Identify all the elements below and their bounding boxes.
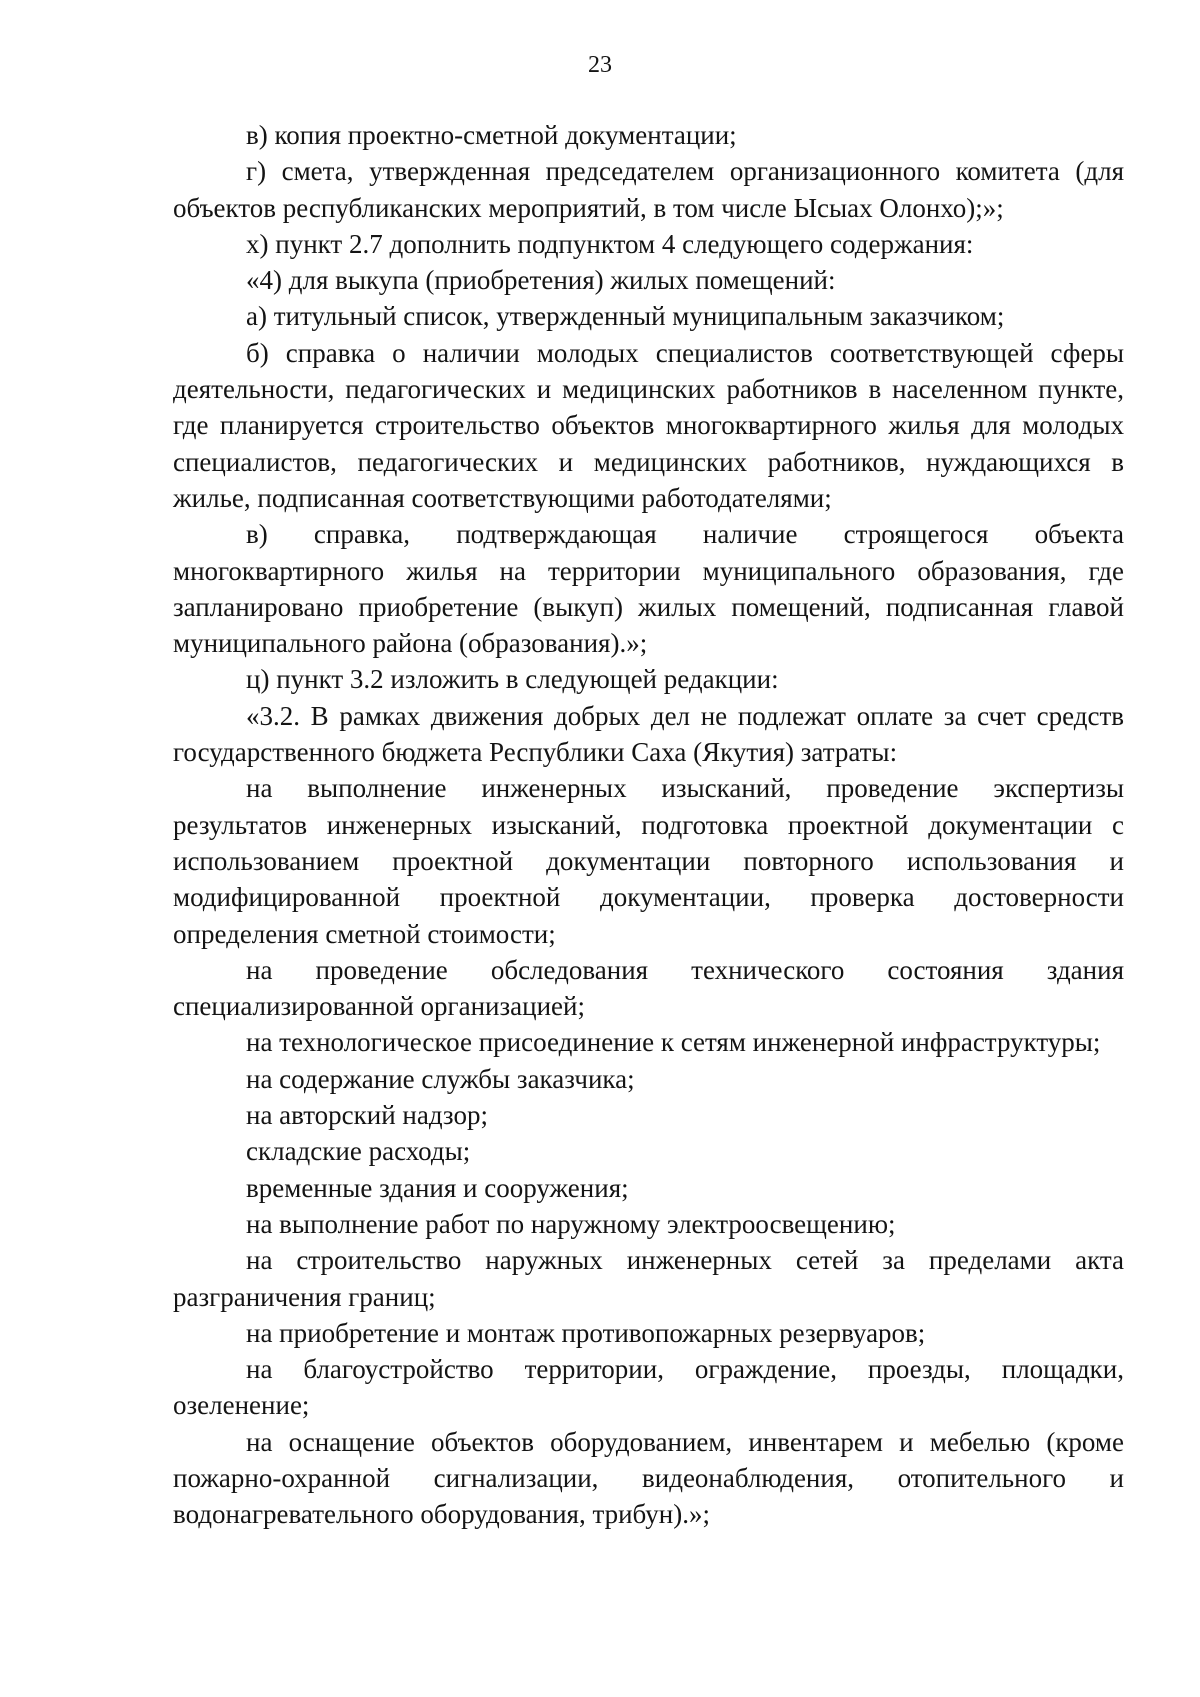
list-item-external-networks: на строительство наружных инженерных сетей за пределами акта разграничения границ; xyxy=(173,1245,1124,1312)
paragraph-3-2-intro: «3.2. В рамках движения добрых дел не подлежат оплате за счет средств государственного бюджета Республики Саха (Якутия) затраты: xyxy=(173,700,1124,768)
page-number: 23 xyxy=(588,52,612,78)
list-item-warehouse-costs: складские расходы; xyxy=(246,1136,471,1167)
paragraph-v-construction-certificate: в) справка, подтверждающая наличие строящегося объекта многоквартирного жилья на территории муниципального образования, где запланировано приобретение (выкуп) жилых помещений, подписанная главой муниципального района (образования).»; xyxy=(173,519,1124,659)
list-item-temporary-buildings: временные здания и сооружения; xyxy=(246,1172,629,1203)
paragraph-ts-clause-3-2: ц) пункт 3.2 изложить в следующей редакции: xyxy=(246,664,779,695)
paragraph-g-estimate: г) смета, утвержденная председателем организационного комитета (для объектов республиканских мероприятий, в том числе Ысыах Олонхо);»; xyxy=(173,156,1124,223)
list-item-landscaping: на благоустройство территории, ограждение, проезды, площадки, озеленение; xyxy=(173,1354,1124,1421)
list-item-technical-inspection: на проведение обследования технического состояния здания специализированной организацией; xyxy=(173,954,1124,1022)
list-item-equipment-furniture: на оснащение объектов оборудованием, инвентарем и мебелью (кроме пожарно-охранной сигнализации, видеонаблюдения, отопительного и водонагревательного оборудования, трибун).»; xyxy=(173,1426,1124,1530)
list-item-fire-reservoirs: на приобретение и монтаж противопожарных резервуаров; xyxy=(246,1317,926,1348)
paragraph-v-project-estimate-copy: в) копия проектно-сметной документации; xyxy=(246,120,737,150)
document-body xyxy=(173,117,1124,1533)
paragraph-kh-clause-2-7: х) пункт 2.7 дополнить подпунктом 4 следующего содержания: xyxy=(246,228,974,259)
list-item-author-supervision: на авторский надзор; xyxy=(246,1100,488,1131)
paragraph-b-specialists-certificate: б) справка о наличии молодых специалистов соответствующей сферы деятельности, педагогических и медицинских работников в населенном пункте, где планируется строительство объектов многоквартирного жилья для молодых специалистов, педагогических и медицинских работников, нуждающихся в жилье, подписанная соответствующими работодателями; xyxy=(173,337,1124,513)
list-item-customer-service: на содержание службы заказчика; xyxy=(246,1063,635,1094)
list-item-engineering-surveys: на выполнение инженерных изысканий, проведение экспертизы результатов инженерных изысканий, подготовка проектной документации с использованием проектной документации повторного использования и модифицированной проектной документации, проверка достоверности определения сметной стоимости; xyxy=(173,773,1124,949)
list-item-outdoor-lighting: на выполнение работ по наружному электроосвещению; xyxy=(246,1208,896,1239)
list-item-network-connection: на технологическое присоединение к сетям инженерной инфраструктуры; xyxy=(246,1027,1101,1058)
paragraph-4-housing-purchase: «4) для выкупа (приобретения) жилых помещений: xyxy=(246,265,836,296)
paragraph-a-title-list: а) титульный список, утвержденный муниципальным заказчиком; xyxy=(246,301,1005,332)
